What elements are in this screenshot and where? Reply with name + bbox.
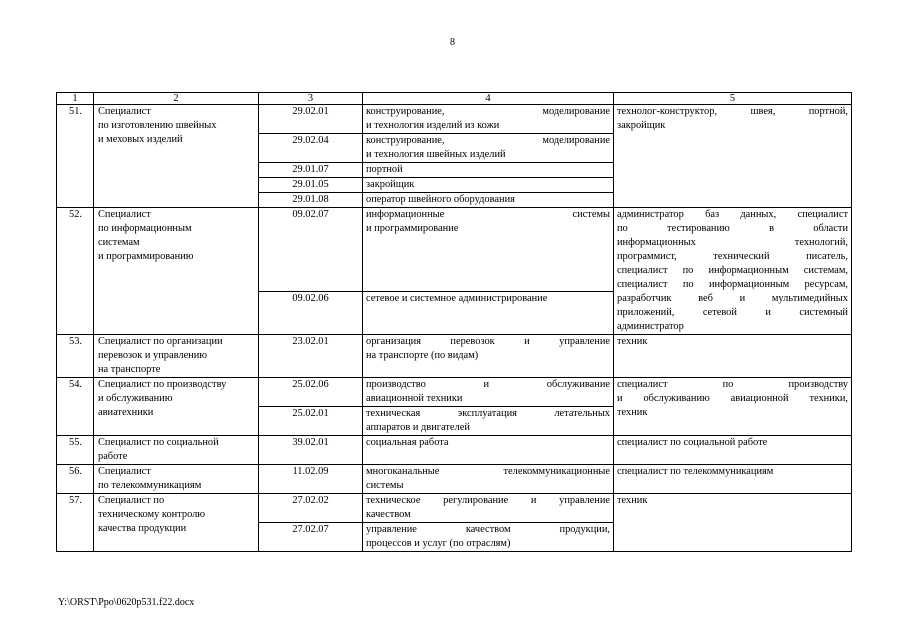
header-cell: 2 <box>94 93 259 105</box>
cell-line: специалист по информационным системам, <box>617 265 848 276</box>
program-name <box>363 523 614 552</box>
program-name <box>363 378 614 407</box>
cell-line: специалист по телекоммуникациям <box>617 466 774 477</box>
cell-lines <box>98 105 255 147</box>
cell-line: разработчик веб и мультимедийных <box>617 293 848 304</box>
cell-line: качеством <box>366 509 411 520</box>
cell-line: на транспорте <box>98 364 161 375</box>
qualifications <box>614 105 852 208</box>
cell-line: производство и обслуживание <box>366 379 610 390</box>
cell-line: сетевое и системное администрирование <box>366 292 548 304</box>
cell-lines <box>366 407 610 435</box>
cell-line: по изготовлению швейных <box>98 120 217 131</box>
qualifications <box>614 378 852 436</box>
program-code: 29.01.08 <box>259 193 363 208</box>
cell-lines <box>98 465 255 493</box>
program-name <box>363 178 614 193</box>
program-name <box>363 335 614 378</box>
header-cell: 4 <box>363 93 614 105</box>
cell-line: Специалист по <box>98 495 165 506</box>
qualifications <box>614 335 852 378</box>
cell-lines <box>366 178 610 192</box>
program-name <box>363 134 614 163</box>
cell-line: техническая эксплуатация летательных <box>366 408 610 419</box>
cell-line: по информационным <box>98 223 192 234</box>
cell-line: авиатехники <box>98 407 154 418</box>
cell-lines <box>366 436 610 450</box>
cell-lines <box>617 335 848 349</box>
specialty-title <box>94 465 259 494</box>
cell-line: организация перевозок и управление <box>366 336 610 347</box>
table-row <box>57 378 852 407</box>
cell-line: техническое регулирование и управление <box>366 495 610 506</box>
cell-line: администратор <box>617 321 684 332</box>
table-row <box>57 105 852 134</box>
cell-lines <box>617 436 848 450</box>
table-row <box>57 208 852 292</box>
program-name <box>363 436 614 465</box>
row-number: 52. <box>57 208 94 335</box>
cell-lines <box>366 193 610 207</box>
table-row <box>57 335 852 378</box>
row-number: 57. <box>57 494 94 552</box>
cell-line: по телекоммуникациям <box>98 480 202 491</box>
cell-line: техник <box>617 495 648 506</box>
specialty-title <box>94 335 259 378</box>
specialty-title <box>94 378 259 436</box>
cell-lines <box>366 105 610 133</box>
cell-lines <box>366 523 610 551</box>
cell-line: и меховых изделий <box>98 134 183 145</box>
header-cell: 1 <box>57 93 94 105</box>
cell-line: специалист по социальной работе <box>617 437 768 448</box>
cell-line: технолог-конструктор, швея, портной, <box>617 106 848 117</box>
cell-line: программист, технический писатель, <box>617 251 848 262</box>
cell-lines <box>98 494 255 536</box>
specialty-title <box>94 436 259 465</box>
program-code: 29.01.05 <box>259 178 363 193</box>
specialty-title <box>94 494 259 552</box>
cell-line: администратор баз данных, специалист <box>617 209 848 220</box>
cell-line: перевозок и управлению <box>98 350 208 361</box>
row-number: 55. <box>57 436 94 465</box>
cell-lines <box>366 208 610 236</box>
cell-line: и программированию <box>98 251 194 262</box>
program-name <box>363 291 614 334</box>
qualifications <box>614 494 852 552</box>
cell-line: аппаратов и двигателей <box>366 422 470 433</box>
table-row <box>57 436 852 465</box>
file-path-footer: Y:\ORST\Ppo\0620p531.f22.docx <box>58 597 195 608</box>
cell-line: специалист по информационным ресурсам, <box>617 279 848 290</box>
cell-line: конструирование, моделирование <box>366 106 610 117</box>
program-code: 23.02.01 <box>259 335 363 378</box>
program-code: 29.02.01 <box>259 105 363 134</box>
program-name <box>363 105 614 134</box>
program-code: 29.02.04 <box>259 134 363 163</box>
cell-line: системам <box>98 237 140 248</box>
header-row <box>57 93 852 105</box>
program-code: 27.02.07 <box>259 523 363 552</box>
cell-lines <box>98 436 255 464</box>
cell-line: авиационной техники <box>366 393 463 404</box>
table-body <box>57 93 852 552</box>
specialty-title <box>94 105 259 208</box>
cell-line: и технология изделий из кожи <box>366 120 500 131</box>
row-number: 56. <box>57 465 94 494</box>
cell-line: многоканальные телекоммуникационные <box>366 466 610 477</box>
cell-line: закройщик <box>366 179 415 190</box>
program-code: 27.02.02 <box>259 494 363 523</box>
program-code: 25.02.01 <box>259 407 363 436</box>
cell-line: и программирование <box>366 223 459 234</box>
qualifications <box>614 208 852 335</box>
cell-line: Специалист по организации <box>98 336 223 347</box>
cell-line: техник <box>617 407 648 418</box>
cell-lines <box>366 494 610 522</box>
cell-line: и обслуживанию <box>98 393 173 404</box>
program-name <box>363 193 614 208</box>
cell-lines <box>98 378 255 420</box>
cell-lines <box>366 134 610 162</box>
cell-line: управление качеством продукции, <box>366 524 610 535</box>
cell-line: приложений, сетевой и системный <box>617 307 848 318</box>
program-code: 09.02.06 <box>259 291 363 334</box>
program-code: 39.02.01 <box>259 436 363 465</box>
cell-lines <box>366 163 610 177</box>
program-name <box>363 407 614 436</box>
cell-line: закройщик <box>617 120 666 131</box>
cell-line: техник <box>617 336 648 347</box>
table-row <box>57 465 852 494</box>
program-code: 09.02.07 <box>259 208 363 292</box>
qualifications <box>614 436 852 465</box>
cell-lines <box>366 465 610 493</box>
row-number: 53. <box>57 335 94 378</box>
program-code: 25.02.06 <box>259 378 363 407</box>
program-code: 11.02.09 <box>259 465 363 494</box>
cell-lines <box>366 335 610 363</box>
cell-lines <box>366 292 610 306</box>
cell-line: на транспорте (по видам) <box>366 350 479 361</box>
row-number: 54. <box>57 378 94 436</box>
cell-lines <box>617 378 848 420</box>
program-name <box>363 208 614 292</box>
program-name <box>363 465 614 494</box>
cell-line: работе <box>98 451 128 462</box>
cell-line: Специалист <box>98 209 151 220</box>
cell-lines <box>617 105 848 133</box>
cell-line: Специалист <box>98 466 151 477</box>
cell-line: качества продукции <box>98 523 187 534</box>
cell-line: по тестированию в области <box>617 223 848 234</box>
cell-lines <box>617 494 848 508</box>
cell-line: Специалист по производству <box>98 379 227 390</box>
cell-lines <box>98 208 255 264</box>
program-code: 29.01.07 <box>259 163 363 178</box>
cell-lines <box>98 335 255 377</box>
header-cell: 3 <box>259 93 363 105</box>
cell-line: информационных технологий, <box>617 237 848 248</box>
cell-line: портной <box>366 164 403 175</box>
cell-line: специалист по производству <box>617 379 848 390</box>
cell-line: и технология швейных изделий <box>366 149 506 160</box>
program-name <box>363 163 614 178</box>
cell-line: процессов и услуг (по отраслям) <box>366 538 511 549</box>
qualifications <box>614 465 852 494</box>
specialties-table <box>56 92 852 552</box>
cell-line: социальная работа <box>366 437 449 448</box>
cell-line: техническому контролю <box>98 509 206 520</box>
cell-lines <box>617 208 848 334</box>
specialty-title <box>94 208 259 335</box>
cell-line: информационные системы <box>366 209 610 220</box>
cell-lines <box>617 465 848 479</box>
table-row <box>57 494 852 523</box>
page-number: 8 <box>450 37 455 48</box>
row-number: 51. <box>57 105 94 208</box>
cell-line: системы <box>366 480 404 491</box>
cell-lines <box>366 378 610 406</box>
cell-line: Специалист <box>98 106 151 117</box>
cell-line: и обслуживанию авиационной техники, <box>617 393 848 404</box>
cell-line: конструирование, моделирование <box>366 135 610 146</box>
program-name <box>363 494 614 523</box>
cell-line: оператор швейного оборудования <box>366 194 515 205</box>
header-cell: 5 <box>614 93 852 105</box>
cell-line: Специалист по социальной <box>98 437 219 448</box>
